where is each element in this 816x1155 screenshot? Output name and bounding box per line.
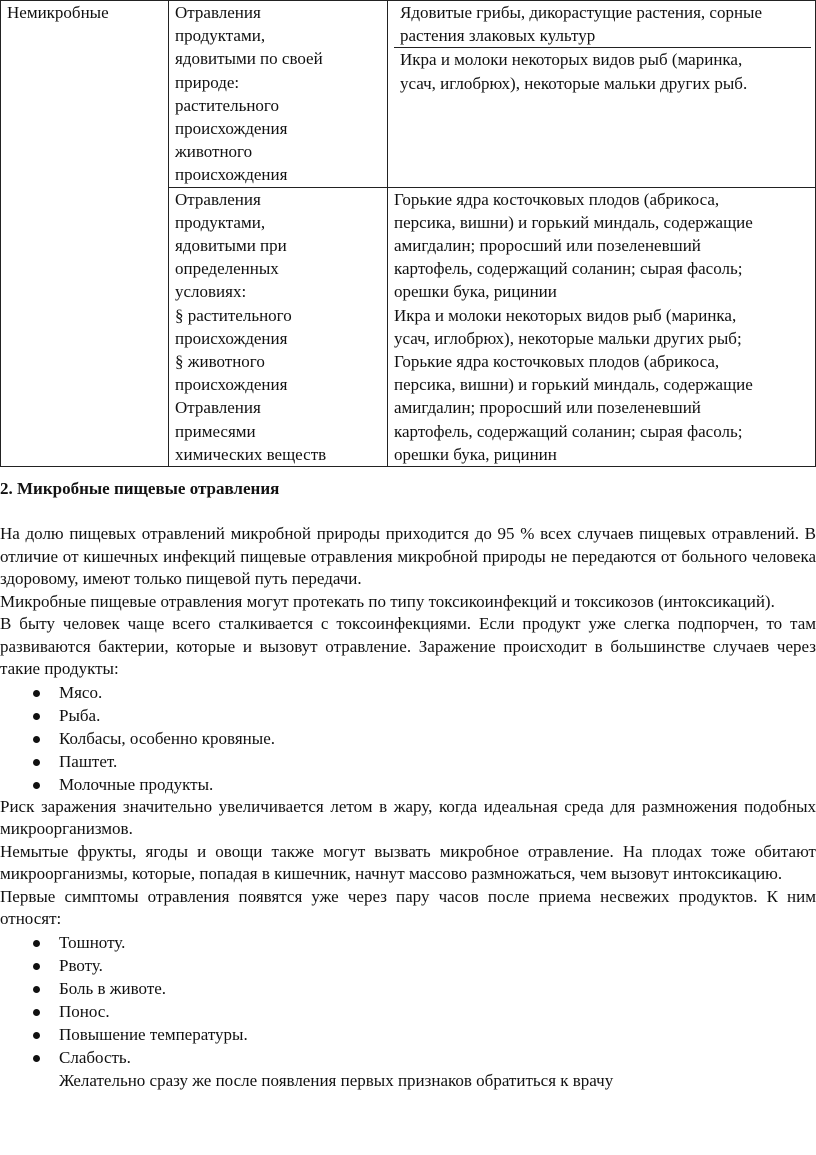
poisoning-classification-table	[0, 0, 816, 467]
text-line: Горькие ядра косточковых плодов (абрикоса,	[394, 189, 720, 209]
text-line: Ядовитые грибы, дикорастущие растения, сорные	[400, 3, 763, 22]
list-item	[0, 750, 816, 773]
text-line: условиях:	[175, 282, 247, 302]
text-line: ядовитыми по своей	[175, 49, 323, 69]
examples-cell	[388, 1, 816, 188]
paragraph: Первые симптомы отравления появятся уже через пару часов после приема несвежих продуктов. К ним относят:	[0, 886, 816, 928]
list-item	[0, 931, 816, 954]
text-line: персика, вишни) и горький миндаль, содержащие	[394, 375, 753, 395]
bullet-icon	[33, 782, 40, 789]
text-line: Отравления	[175, 189, 261, 209]
text-line: Икра и молоки некоторых видов рыб (маринка,	[394, 305, 737, 325]
text-line: амигдалин; проросший или позеленевший	[394, 398, 701, 418]
list-item	[0, 773, 816, 796]
list-item	[0, 704, 816, 727]
bullet-icon	[33, 1032, 40, 1039]
list-item-text: Рыба.	[59, 705, 101, 725]
spacer	[0, 501, 816, 524]
list-item-text: Молочные продукты.	[59, 774, 214, 794]
category-label: Немикробные	[7, 3, 109, 22]
list-item	[0, 1046, 816, 1069]
bullet-icon	[33, 713, 40, 720]
paragraph: Риск заражения значительно увеличивается летом в жару, когда идеальная среда для размножения подобных микроорганизмов.	[0, 796, 816, 838]
text-line: продуктами,	[175, 26, 266, 46]
text-line: химических веществ	[175, 444, 327, 464]
text-line: Горькие ядра косточковых плодов (абрикоса,	[394, 352, 720, 372]
paragraph: На долю пищевых отравлений микробной природы приходится до 95 % всех случаев пищевых отравлений. В отличие от кишечных инфекций пищевые отравления микробной природы не передаются от больного человека здоровому, имеют только пищевой путь передачи.	[0, 524, 816, 588]
list-item-text: Рвоту.	[59, 955, 103, 975]
list-item	[0, 727, 816, 750]
text-line: природе:	[175, 72, 240, 92]
list-item	[0, 977, 816, 1000]
bullet-icon	[33, 986, 40, 993]
text-line: картофель, содержащий соланин; сырая фасоль;	[394, 259, 743, 279]
table-row	[1, 1, 816, 188]
subtype-text	[175, 188, 383, 466]
bullet-icon	[33, 736, 40, 743]
list-item	[0, 681, 816, 704]
section-heading: 2. Микробные пищевые отравления	[0, 479, 280, 498]
paragraph: Микробные пищевые отравления могут протекать по типу токсикоинфекций и токсикозов (интоксикаций).	[0, 591, 775, 611]
text-line: орешки бука, рицинии	[394, 282, 557, 302]
article-body	[0, 478, 816, 1092]
symptoms-list	[0, 931, 816, 1069]
text-line: персика, вишни) и горький миндаль, содержащие	[394, 212, 753, 232]
bullet-icon	[33, 963, 40, 970]
text-line: животного	[175, 142, 253, 162]
text-line: происхождения	[175, 375, 288, 395]
text-line: Отравления	[175, 3, 261, 22]
text-line: усач, иглобрюх), некоторые мальки других рыб;	[394, 328, 742, 348]
products-list	[0, 681, 816, 796]
examples-text	[394, 188, 811, 466]
subtype-text	[175, 1, 383, 187]
closing-note: Желательно сразу же после появления первых признаков обратиться к врачу	[59, 1070, 614, 1090]
category-cell	[1, 1, 169, 467]
paragraph: Немытые фрукты, ягоды и овощи также могут вызвать микробное отравление. На плодах тоже обитают микроорганизмы, которые, попадая в кишечник, начнут массово размножаться, чем вызовут интоксикацию.	[0, 841, 816, 883]
text-line: растительного	[175, 95, 279, 115]
bullet-icon	[33, 940, 40, 947]
text-line: § растительного	[175, 305, 292, 325]
text-line: Отравления	[175, 398, 261, 418]
examples-cell	[388, 187, 816, 466]
bullet-icon	[33, 759, 40, 766]
list-item-text: Слабость.	[59, 1047, 131, 1067]
paragraph: В быту человек чаще всего сталкивается с токсоинфекциями. Если продукт уже слегка подпорчен, то там развиваются бактерии, которые и вызовут отравление. Заражение происходит в большинстве случаев через такие продукты:	[0, 614, 816, 678]
examples-animal-origin	[394, 48, 811, 94]
subtype-cell	[169, 187, 388, 466]
list-item-text: Колбасы, особенно кровяные.	[59, 728, 275, 748]
text-line: картофель, содержащий соланин; сырая фасоль;	[394, 421, 743, 441]
bullet-icon	[33, 1009, 40, 1016]
list-item-text: Паштет.	[59, 751, 118, 771]
list-item	[0, 954, 816, 977]
text-line: Икра и молоки некоторых видов рыб (маринка,	[400, 50, 743, 70]
list-item-text: Мясо.	[59, 682, 103, 702]
bullet-icon	[33, 1055, 40, 1062]
list-item	[0, 1023, 816, 1046]
list-item	[0, 1000, 816, 1023]
text-line: примесями	[175, 421, 256, 441]
list-item-text: Боль в животе.	[59, 978, 167, 998]
text-line: растения злаковых культур	[400, 26, 596, 46]
text-line: § животного	[175, 352, 265, 372]
text-line: определенных	[175, 259, 279, 279]
text-line: орешки бука, рицинин	[394, 444, 557, 464]
text-line: происхождения	[175, 119, 288, 139]
text-line: продуктами,	[175, 212, 266, 232]
text-line: происхождения	[175, 328, 288, 348]
text-line: ядовитыми при	[175, 236, 287, 256]
subtype-cell	[169, 1, 388, 188]
list-item-text: Тошноту.	[59, 932, 126, 952]
list-item-text: Повышение температуры.	[59, 1024, 248, 1044]
examples-plant-origin	[394, 1, 811, 48]
bullet-icon	[33, 690, 40, 697]
list-item-text: Понос.	[59, 1001, 110, 1021]
text-line: происхождения	[175, 165, 288, 185]
text-line: амигдалин; проросший или позеленевший	[394, 236, 701, 256]
text-line: усач, иглобрюх), некоторые мальки других рыб.	[400, 73, 748, 93]
